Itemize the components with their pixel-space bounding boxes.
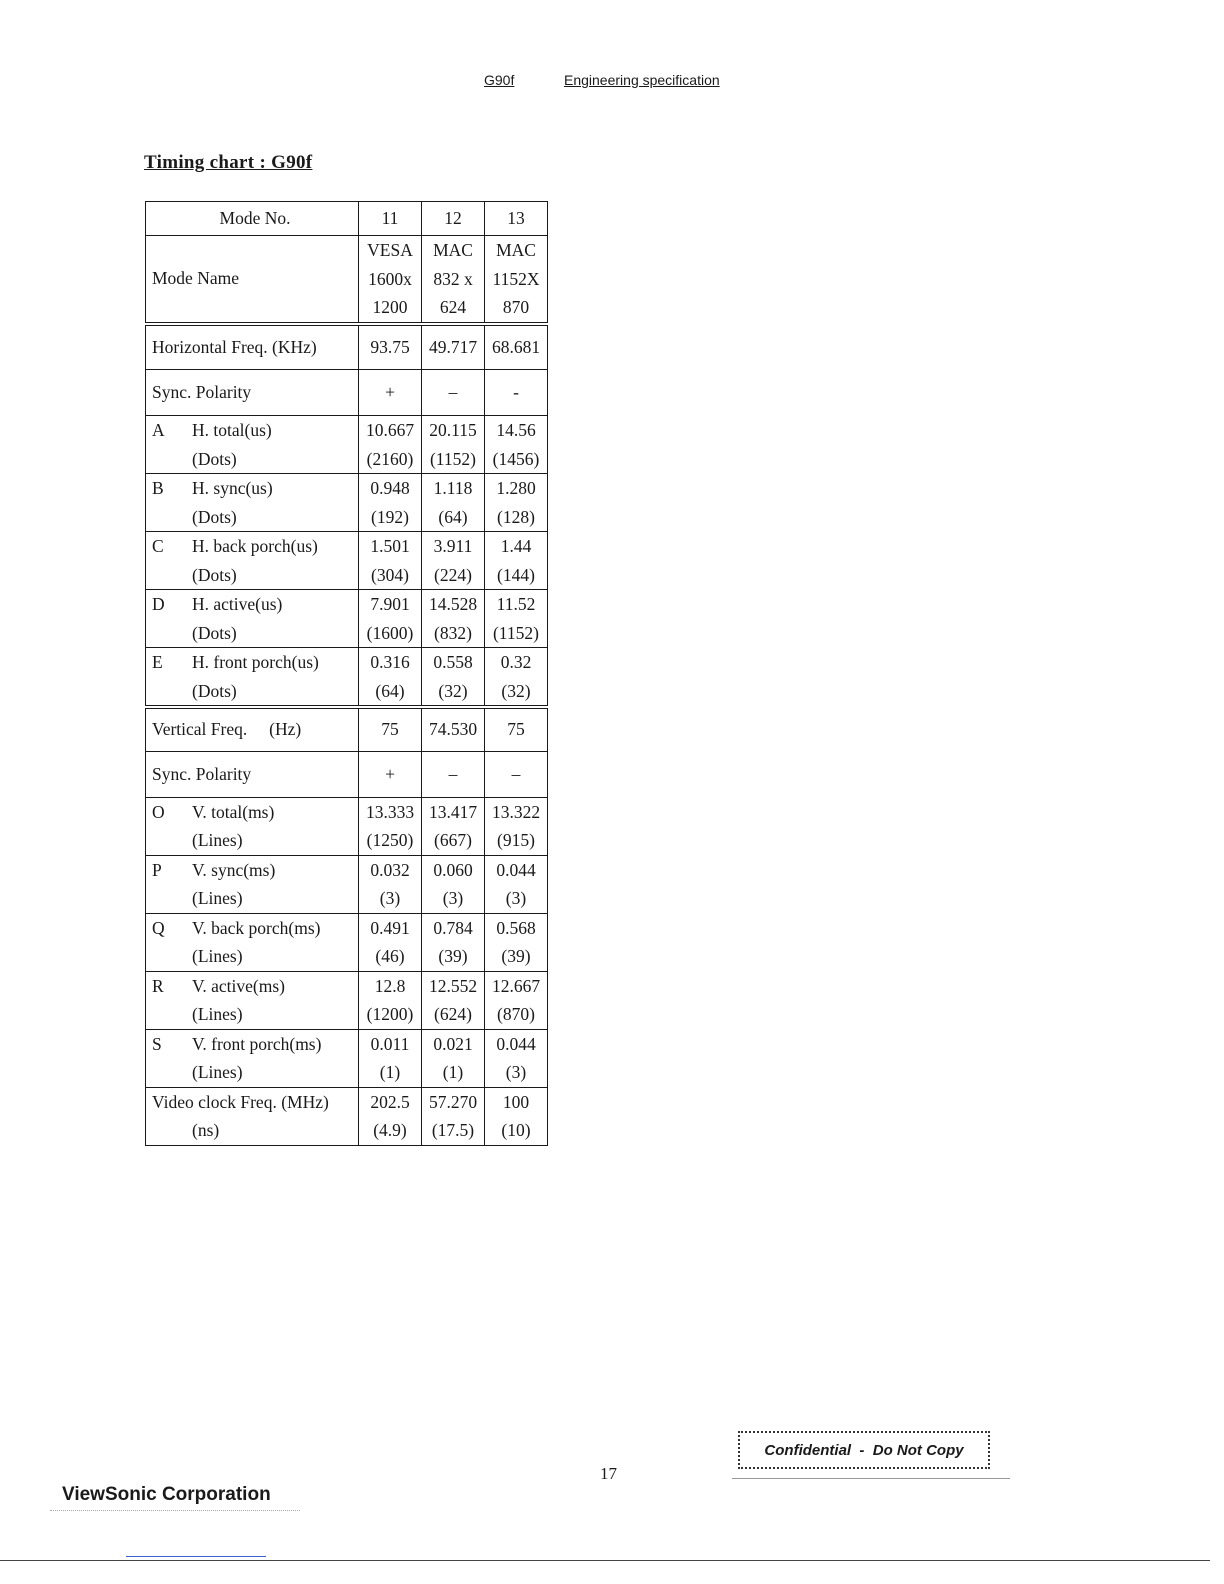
value-main: 0.316 — [370, 652, 410, 672]
label-h-freq: Horizontal Freq. (KHz) — [146, 324, 359, 370]
label-cell — [146, 855, 359, 913]
value-cell — [485, 1029, 548, 1087]
mode-no-12: 12 — [422, 202, 485, 236]
value-unit: (832) — [434, 622, 472, 643]
row-v-active — [146, 971, 548, 1029]
value-main: 202.5 — [370, 1091, 410, 1112]
value-main: 0.784 — [433, 917, 473, 938]
row-v-freq — [146, 707, 548, 751]
value-line: 1200 — [372, 297, 408, 317]
h-freq-11: 93.75 — [359, 324, 422, 370]
label-v-freq: Vertical Freq. (Hz) — [146, 707, 359, 751]
header-doc-type: Engineering specification — [564, 72, 720, 88]
value-unit: (128) — [497, 506, 535, 527]
value-main: 0.044 — [496, 859, 536, 880]
label-cell — [146, 913, 359, 971]
value-line: VESA — [367, 240, 413, 260]
label-cell — [146, 1029, 359, 1087]
value-unit: (304) — [371, 564, 409, 585]
value-unit: (870) — [497, 1004, 535, 1024]
row-label: V. front porch(ms) — [192, 1033, 322, 1054]
row-label: H. total(us) — [192, 420, 272, 440]
value-cell — [485, 913, 548, 971]
row-unit: (Dots) — [192, 622, 237, 643]
value-line: MAC — [496, 240, 536, 260]
value-unit: (192) — [371, 506, 409, 527]
value-main: 1.280 — [496, 478, 536, 498]
value-cell — [422, 590, 485, 648]
value-main: 57.270 — [428, 1091, 478, 1112]
value-main: 12.8 — [374, 975, 406, 996]
row-label: H. active(us) — [192, 594, 283, 614]
v-polarity-12: – — [422, 751, 485, 797]
value-main: 0.011 — [370, 1033, 410, 1054]
value-unit: (2160) — [366, 448, 414, 469]
value-cell — [485, 648, 548, 708]
row-video-clock — [146, 1087, 548, 1145]
value-unit: (1152) — [429, 448, 476, 469]
value-line: 832 x — [433, 268, 473, 289]
row-letter: S — [152, 1033, 162, 1054]
value-cell — [422, 855, 485, 913]
row-label: V. sync(ms) — [192, 859, 276, 880]
divider — [732, 1478, 1010, 1479]
row-unit: (Lines) — [192, 1062, 243, 1082]
value-unit: (667) — [434, 830, 472, 850]
row-unit: (Lines) — [192, 946, 243, 966]
row-h-front-porch — [146, 648, 548, 708]
row-label: H. back porch(us) — [192, 536, 318, 556]
value-unit: (46) — [375, 946, 405, 966]
row-h-back-porch — [146, 532, 548, 590]
value-main: 0.021 — [433, 1033, 473, 1054]
row-h-sync-polarity — [146, 370, 548, 416]
v-freq-12: 74.530 — [422, 707, 485, 751]
value-cell — [422, 474, 485, 532]
value-main: 11.52 — [496, 594, 536, 614]
value-cell — [422, 797, 485, 855]
value-cell — [359, 1029, 422, 1087]
value-main: 14.56 — [496, 420, 536, 440]
row-mode-no — [146, 202, 548, 236]
value-line: MAC — [433, 240, 473, 260]
row-v-sync — [146, 855, 548, 913]
value-main: 3.911 — [433, 536, 473, 556]
value-cell — [422, 971, 485, 1029]
row-label: H. front porch(us) — [192, 652, 319, 672]
value-cell — [422, 416, 485, 474]
row-letter: O — [152, 801, 165, 822]
row-unit: (Dots) — [192, 680, 237, 701]
value-unit: (915) — [497, 830, 535, 850]
value-cell — [485, 416, 548, 474]
v-freq-11: 75 — [359, 707, 422, 751]
value-main: 1.44 — [500, 536, 532, 556]
value-cell — [485, 1087, 548, 1145]
confidential-text: Confidential - Do Not Copy — [764, 1441, 964, 1459]
value-unit: (1456) — [492, 448, 540, 469]
h-freq-13: 68.681 — [485, 324, 548, 370]
value-cell — [485, 971, 548, 1029]
value-main: 12.667 — [491, 975, 541, 996]
value-unit: (3) — [505, 888, 527, 908]
value-unit: (32) — [438, 680, 468, 701]
value-main: 0.491 — [370, 917, 410, 938]
value-main: 0.32 — [500, 652, 532, 672]
row-letter: D — [152, 594, 165, 614]
mode-name-11 — [359, 236, 422, 324]
value-main: 1.118 — [433, 478, 473, 498]
value-unit: (64) — [375, 680, 405, 701]
timing-table — [145, 201, 548, 1146]
value-cell — [359, 1087, 422, 1145]
value-main: 0.032 — [370, 859, 410, 880]
value-cell — [359, 648, 422, 708]
row-v-front-porch — [146, 1029, 548, 1087]
value-cell — [359, 797, 422, 855]
label-cell — [146, 532, 359, 590]
row-letter: C — [152, 536, 164, 556]
row-label: Video clock Freq. (MHz) — [152, 1091, 329, 1112]
label-mode-name: Mode Name — [146, 236, 359, 324]
value-main: 0.060 — [433, 859, 473, 880]
value-unit: (3) — [442, 888, 464, 908]
row-label: H. sync(us) — [192, 478, 273, 498]
row-unit: (Lines) — [192, 830, 243, 850]
value-cell — [359, 855, 422, 913]
value-unit: (39) — [438, 946, 468, 966]
h-freq-12: 49.717 — [422, 324, 485, 370]
value-cell — [359, 474, 422, 532]
label-cell — [146, 797, 359, 855]
value-cell — [485, 532, 548, 590]
value-cell — [485, 474, 548, 532]
divider — [50, 1510, 300, 1511]
row-letter: E — [152, 652, 163, 672]
value-cell — [422, 1029, 485, 1087]
v-polarity-11: + — [359, 751, 422, 797]
value-unit: (224) — [434, 564, 472, 585]
value-unit: (32) — [501, 680, 531, 701]
mode-no-13: 13 — [485, 202, 548, 236]
value-main: 12.552 — [428, 975, 478, 996]
value-main: 13.417 — [428, 801, 478, 822]
row-unit: (Lines) — [192, 1004, 243, 1024]
row-v-sync-polarity — [146, 751, 548, 797]
h-polarity-11: + — [359, 370, 422, 416]
label-cell — [146, 590, 359, 648]
value-unit: (64) — [438, 506, 468, 527]
value-line: 1152X — [492, 268, 540, 289]
value-unit: (1) — [442, 1062, 464, 1082]
header-model: G90f — [484, 72, 515, 88]
value-line: 870 — [502, 297, 530, 317]
row-letter: A — [152, 420, 165, 440]
row-unit: (Lines) — [192, 888, 243, 908]
row-mode-name — [146, 236, 548, 324]
row-letter: P — [152, 859, 162, 880]
row-letter: R — [152, 975, 164, 996]
value-cell — [485, 797, 548, 855]
value-main: 13.322 — [491, 801, 541, 822]
value-cell — [359, 532, 422, 590]
value-unit: (10) — [501, 1120, 531, 1140]
divider — [0, 1560, 1210, 1561]
value-cell — [485, 855, 548, 913]
value-line: 1600x — [368, 268, 412, 289]
value-unit: (1) — [379, 1062, 401, 1082]
label-v-sync-polarity: Sync. Polarity — [146, 751, 359, 797]
value-unit: (1152) — [492, 622, 539, 643]
row-unit: (Dots) — [192, 448, 237, 469]
row-h-total — [146, 416, 548, 474]
value-unit: (3) — [379, 888, 401, 908]
label-cell — [146, 971, 359, 1029]
company-name: ViewSonic Corporation — [62, 1484, 271, 1505]
value-unit: (1600) — [366, 622, 414, 643]
value-unit: (4.9) — [373, 1120, 407, 1140]
mode-no-11: 11 — [359, 202, 422, 236]
value-unit: (39) — [501, 946, 531, 966]
label-cell — [146, 648, 359, 708]
value-cell — [422, 1087, 485, 1145]
value-unit: (1200) — [366, 1004, 414, 1024]
page-number: 17 — [600, 1464, 617, 1483]
mode-name-12 — [422, 236, 485, 324]
value-main: 0.044 — [496, 1033, 536, 1054]
value-main: 0.948 — [370, 478, 410, 498]
value-cell — [422, 913, 485, 971]
value-main: 10.667 — [365, 420, 415, 440]
value-cell — [422, 532, 485, 590]
row-unit: (ns) — [192, 1120, 220, 1140]
value-unit: (3) — [505, 1062, 527, 1082]
value-cell — [359, 913, 422, 971]
value-main: 1.501 — [370, 536, 410, 556]
row-h-freq — [146, 324, 548, 370]
value-cell — [359, 416, 422, 474]
row-unit: (Dots) — [192, 506, 237, 527]
mode-name-13 — [485, 236, 548, 324]
v-freq-13: 75 — [485, 707, 548, 751]
divider — [126, 1556, 266, 1557]
value-unit: (1250) — [366, 830, 414, 850]
row-v-total — [146, 797, 548, 855]
value-cell — [359, 971, 422, 1029]
value-cell — [485, 590, 548, 648]
value-main: 100 — [502, 1091, 530, 1112]
label-cell — [146, 1087, 359, 1145]
row-letter: B — [152, 478, 164, 498]
value-main: 0.558 — [433, 652, 473, 672]
label-h-sync-polarity: Sync. Polarity — [146, 370, 359, 416]
row-label: V. active(ms) — [192, 975, 285, 996]
value-unit: (17.5) — [431, 1120, 475, 1140]
row-label: V. back porch(ms) — [192, 917, 321, 938]
value-unit: (144) — [497, 564, 535, 585]
value-main: 14.528 — [428, 594, 478, 614]
h-polarity-13: - — [485, 370, 548, 416]
value-main: 7.901 — [370, 594, 410, 614]
value-unit: (624) — [434, 1004, 472, 1024]
row-label: V. total(ms) — [192, 801, 275, 822]
value-line: 624 — [439, 297, 467, 317]
v-polarity-13: – — [485, 751, 548, 797]
value-cell — [359, 590, 422, 648]
label-cell — [146, 416, 359, 474]
value-main: 13.333 — [365, 801, 415, 822]
label-mode-no: Mode No. — [146, 202, 359, 236]
page-title: Timing chart : G90f — [144, 152, 313, 173]
label-cell — [146, 474, 359, 532]
row-letter: Q — [152, 917, 165, 938]
row-h-active — [146, 590, 548, 648]
row-h-sync — [146, 474, 548, 532]
value-cell — [422, 648, 485, 708]
h-polarity-12: – — [422, 370, 485, 416]
value-main: 0.568 — [496, 917, 536, 938]
value-main: 20.115 — [429, 420, 477, 440]
confidential-notice — [738, 1431, 990, 1469]
row-unit: (Dots) — [192, 564, 237, 585]
row-v-back-porch — [146, 913, 548, 971]
